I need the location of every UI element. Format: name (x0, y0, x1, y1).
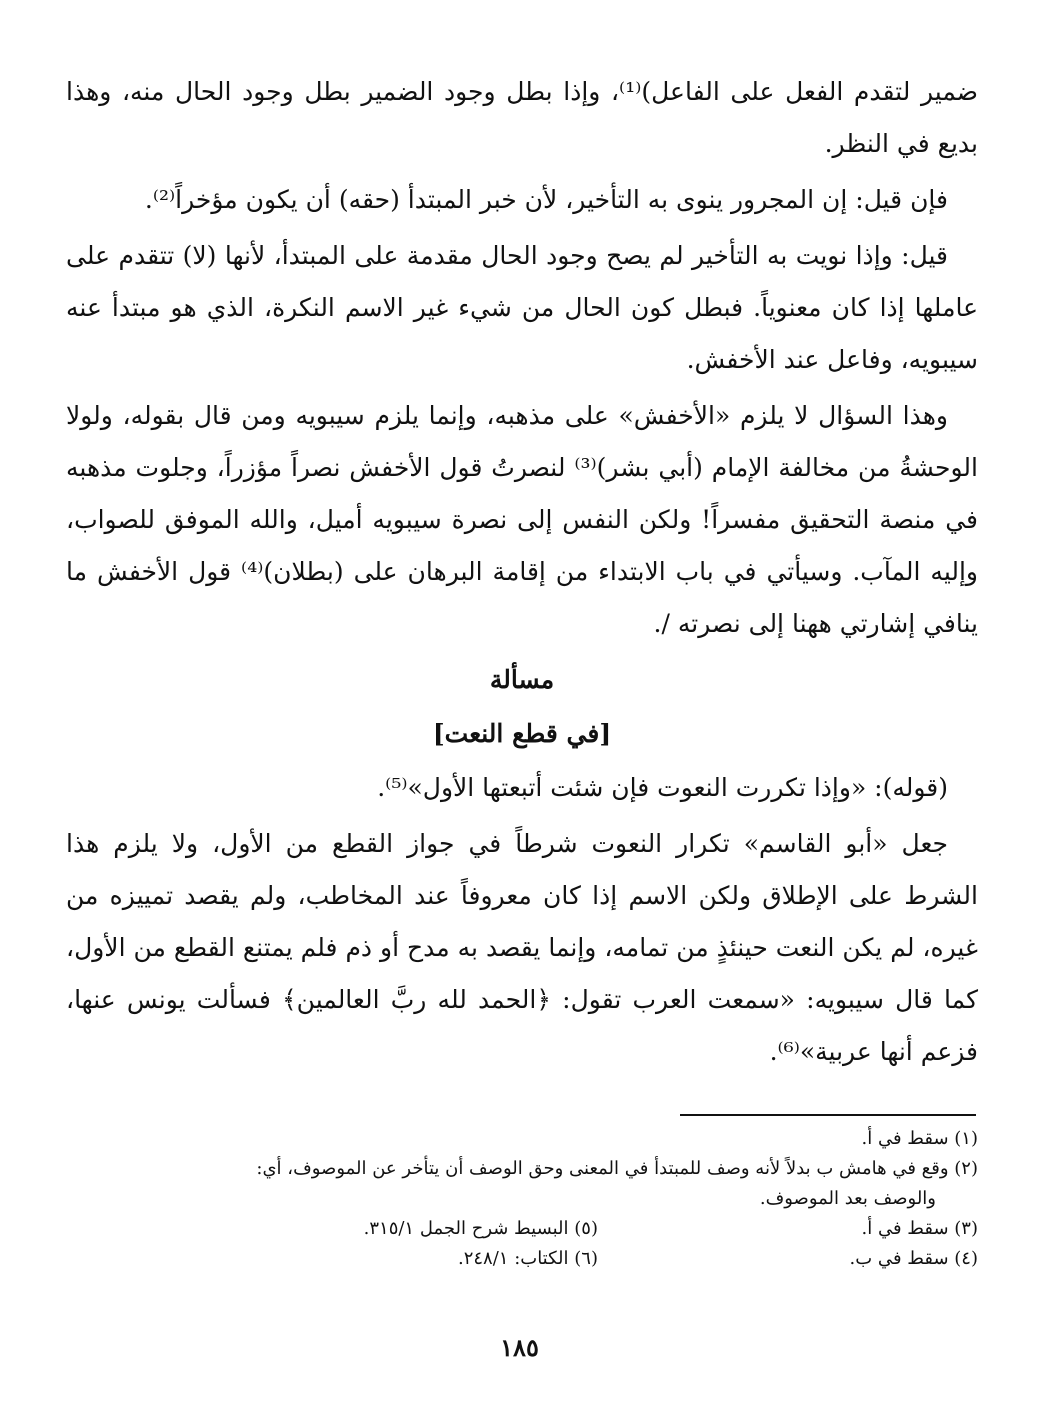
paragraph-5: (قوله): «وإذا تكررت النعوت فإن شئت أتبعتها الأول»⁽⁵⁾. (377, 773, 948, 802)
footnote-row-a (66, 1214, 978, 1244)
footnotes (66, 1124, 978, 1274)
page-number: ١٨٥ (500, 1333, 539, 1362)
footnote-3: (٣) سقط في أ. (861, 1218, 978, 1239)
paragraph-4: وهذا السؤال لا يلزم «الأخفش» على مذهبه، وإنما يلزم سيبويه ومن قال بقوله، ولولا الوحشةُ من مخالفة الإمام (أبي بشر)⁽³⁾ لنصرتُ قول الأخفش نصراً مؤزراً، وجلوت مذهبه في منصة التحقيق مفسراً! ولكن النفس إلى نصرة سيبويه أميل، والله الموفق للصواب، وإليه المآب. وسيأتي في باب الابتداء من إقامة البرهان على (بطلان)⁽⁴⁾ قول الأخفش ما ينافي إشارتي ههنا إلى نصرته /. (66, 401, 979, 638)
footnote-2: (٢) وقع في هامش ب بدلاً لأنه وصف للمبتدأ في المعنى وحق الوصف أن يتأخر عن الموصوف، أي: (256, 1158, 978, 1179)
paragraph-1: ضمير لتقدم الفعل على الفاعل)⁽¹⁾، وإذا بطل وجود الضمير بطل وجود الحال منه، وهذا بديع في النظر. (66, 77, 978, 158)
page-body (66, 66, 978, 1078)
footnote-5: (٥) البسيط شرح الجمل ٣١٥/١. (363, 1218, 598, 1239)
paragraph-2: فإن قيل: إن المجرور ينوى به التأخير، لأن خبر المبتدأ (حقه) أن يكون مؤخراً⁽²⁾. (144, 185, 948, 214)
footnote-4: (٤) سقط في ب. (849, 1248, 978, 1269)
section-heading: مسألة (489, 665, 555, 694)
footnote-row-b (66, 1244, 978, 1274)
footnote-6: (٦) الكتاب: ٢٤٨/١. (457, 1248, 598, 1269)
footnote-1: (١) سقط في أ. (861, 1128, 978, 1149)
footnote-2-continuation: والوصف بعد الموصوف. (759, 1188, 936, 1209)
paragraph-3: قيل: وإذا نويت به التأخير لم يصح وجود الحال مقدمة على المبتدأ، لأنها (لا) تتقدم على عاملها إذا كان معنوياً. فبطل كون الحال من شيء غير الاسم النكرة، الذي هو مبتدأ عنه سيبويه، وفاعل عند الأخفش. (66, 241, 978, 374)
paragraph-6: جعل «أبو القاسم» تكرار النعوت شرطاً في جواز القطع من الأول، ولا يلزم هذا الشرط على الإطلاق ولكن الاسم إذا كان معروفاً عند المخاطب، ولم يقصد تمييزه من غيره، لم يكن النعت حينئذٍ من تمامه، وإنما يقصد به مدح أو ذم فلم يمتنع القطع من الأول، كما قال سيبويه: «سمعت العرب تقول: ﴿الحمد لله ربَّ العالمين﴾ فسألت يونس عنها، فزعم أنها عربية»⁽⁶⁾. (66, 829, 978, 1066)
footnote-divider (680, 1114, 976, 1116)
section-subheading: [في قطع النعت] (432, 719, 612, 748)
